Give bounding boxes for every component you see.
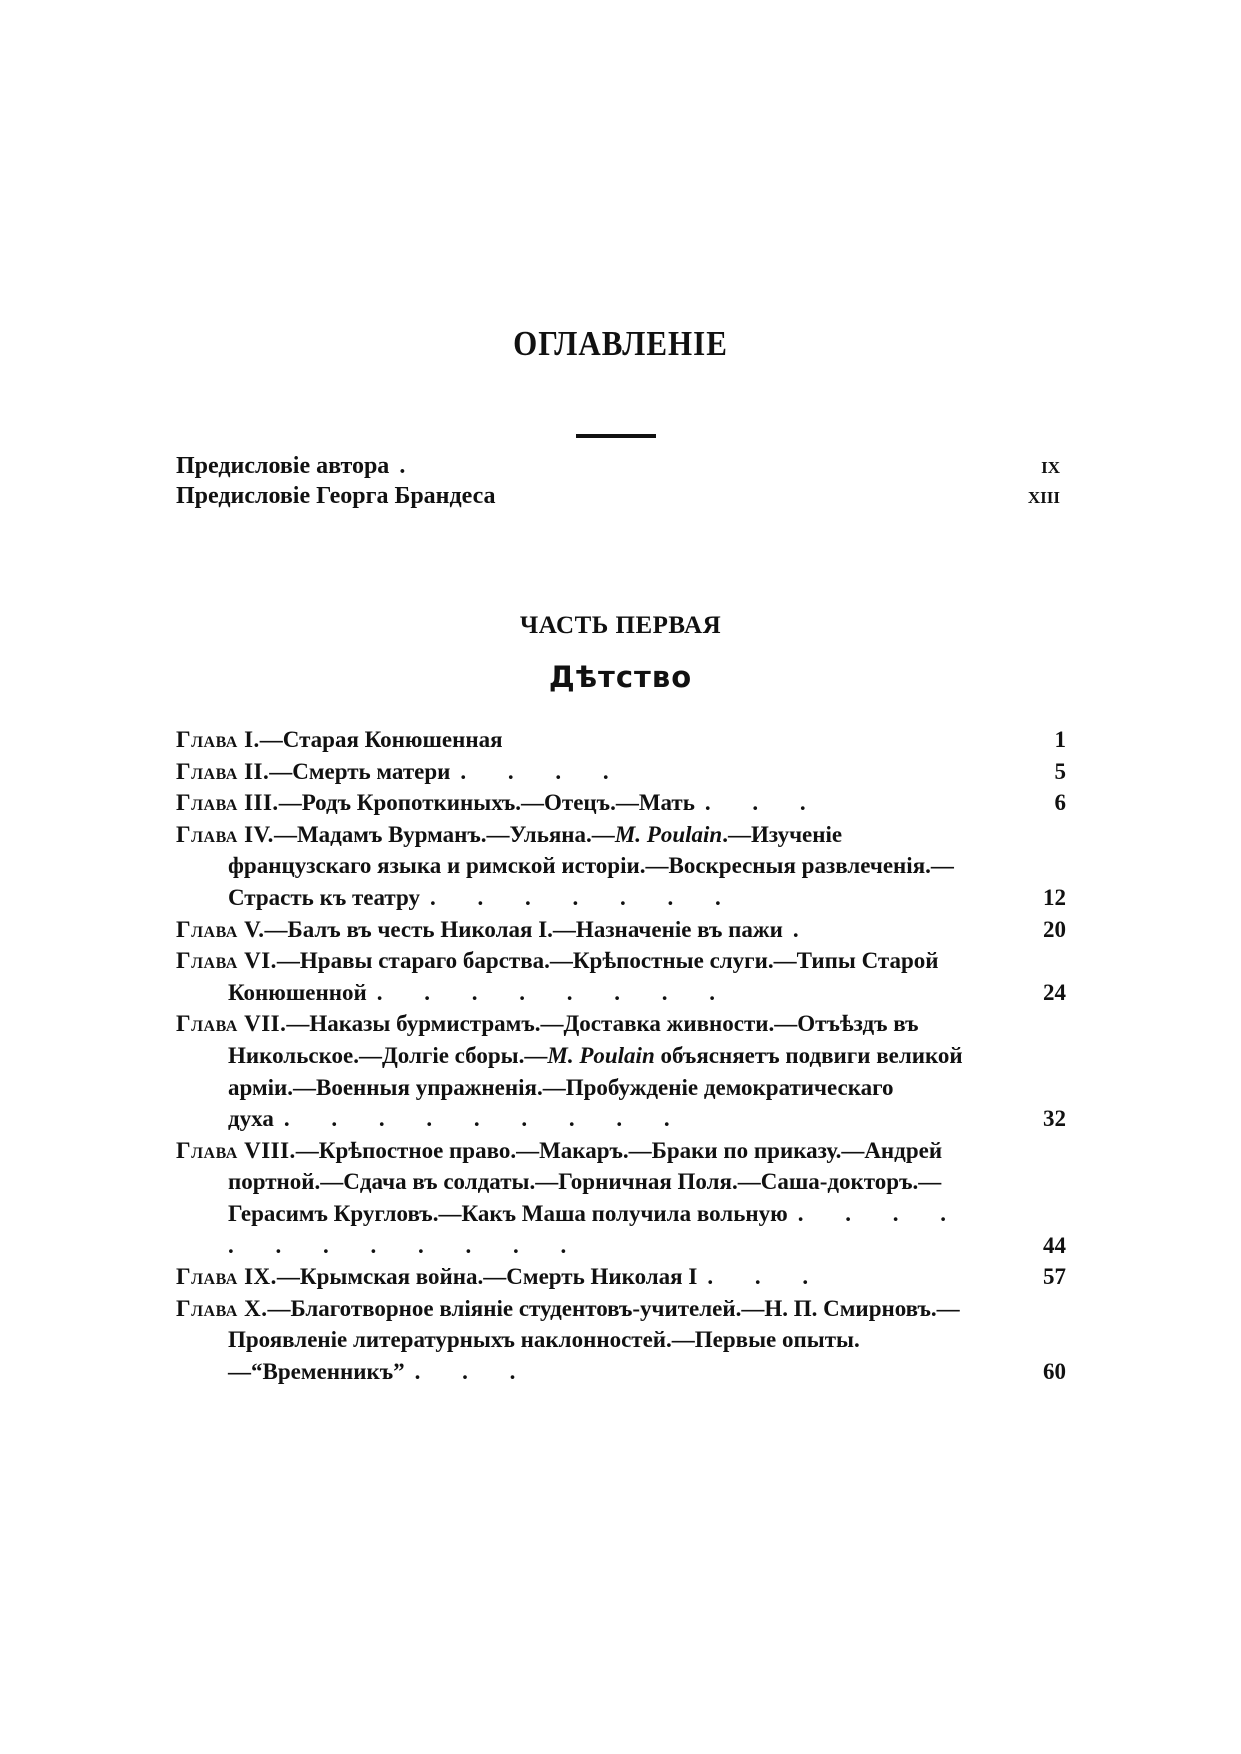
leader-dots: . . . . . . . [430,884,739,910]
page-number: 1 [1054,727,1066,752]
leader-dots: . [399,453,424,479]
chapter-entry [176,1261,1066,1293]
chapter-entry [176,914,1066,946]
leader-dots: . . . [414,1358,534,1384]
leader-dots: . . . . [460,758,627,784]
chapter-text: —Смерть матери [269,758,451,784]
leader-dots: . . . . . . . . . [283,1106,688,1132]
chapter-label: Глава VIII. [176,1137,296,1163]
chapter-label: Глава V. [176,916,265,942]
chapter-text: —Наказы бурмистрамъ.—Доставка живности.—Отъѣздъ въ Никольское.—Долгіе сборы.— [228,1011,919,1068]
part-heading: ЧАСТЬ ПЕРВАЯ [519,612,722,639]
page-number: xiii [1027,483,1060,509]
page-title: ОГЛАВЛЕНІЕ [513,323,728,364]
chapter-entry [176,1008,1066,1134]
chapter-entry [176,787,1066,819]
leader-dots: . . . [704,790,824,816]
chapter-text: —Крѣпостное право.—Макаръ.—Браки по приказу.—Андрей портной.—Сдача въ солдаты.—Горничная Поля.—Саша-докторъ.—Герасимъ Кругловъ.—Какъ Маша получила вольную [228,1137,943,1226]
page-number: 32 [1043,1106,1066,1132]
chapter-text: —Нравы стараго барства.—Крѣпостные слуги.—Типы Старой Конюшенной [228,948,939,1005]
chapter-label: Глава X. [176,1295,268,1321]
chapter-label: Глава IV. [176,821,274,847]
chapter-label: Глава VII. [176,1011,287,1037]
front-matter-entry [176,481,1060,511]
chapter-text: .—Изученіе французскаго языка и римской исторіи.—Воскресныя развлеченія.—Страсть къ театру [228,821,954,910]
chapter-label: Глава III. [176,790,279,816]
chapter-text: —Мадамъ Вурманъ.—Ульяна.— [273,821,615,847]
chapter-text: —Родъ Кропоткиныхъ.—Отецъ.—Мать [278,790,695,816]
page-number: ix [1041,453,1060,479]
chapter-text-italic: M. Poulain [547,1042,655,1068]
title-rule [576,434,656,438]
page-number: 6 [1054,790,1066,816]
chapter-entry [176,1293,1066,1388]
chapter-text: —Благотворное вліяніе студентовъ-учителей.—Н. П. Смирновъ.—Проявленіе литературныхъ наклонностей.—Первые опыты.—“Временникъ” [228,1295,960,1384]
leader-dots: . . . . . . . . . . . . [228,1200,964,1258]
page-number: 44 [1043,1232,1066,1258]
chapter-label: Глава IX. [176,1264,277,1290]
chapter-text: —Старая Конюшенная [259,727,503,752]
page-number: 60 [1043,1358,1066,1384]
entry-title: Предисловіе автора [176,453,390,479]
leader-dots: . . . . . . . . [376,979,733,1005]
chapter-entry [176,1135,1066,1261]
chapter-entry [176,724,1066,756]
chapter-text-italic: M. Poulain [614,821,723,847]
page-number: 57 [1043,1264,1066,1290]
chapter-entry [176,756,1066,788]
chapter-text: —Крымская война.—Смерть Николая I [276,1264,698,1290]
leader-dots: . [792,916,817,942]
part-subtitle: Дѣтство [548,660,693,694]
chapter-entry [176,945,1066,1008]
leader-dots: . . . [707,1264,827,1290]
leader-dots [496,483,506,509]
front-matter-entry [176,451,1060,481]
page-number: 5 [1054,758,1066,784]
chapter-label: Глава VI. [176,948,277,974]
chapter-list [176,724,1066,1387]
chapter-label: Глава II. [176,758,270,784]
chapter-entry [176,819,1066,914]
page-number: 24 [1043,979,1066,1005]
page-number: 20 [1043,916,1066,942]
chapter-text: —Балъ въ честь Николая I.—Назначеніе въ пажи [264,916,783,942]
page-number: 12 [1043,884,1066,910]
leader-dots [503,727,513,752]
chapter-label: Глава I. [176,727,260,752]
chapter-text: объясняетъ подвиги великой арміи.—Военныя упражненія.—Пробужденіе демократическаго духа [228,1042,963,1132]
entry-title: Предисловіе Георга Брандеса [176,483,496,509]
